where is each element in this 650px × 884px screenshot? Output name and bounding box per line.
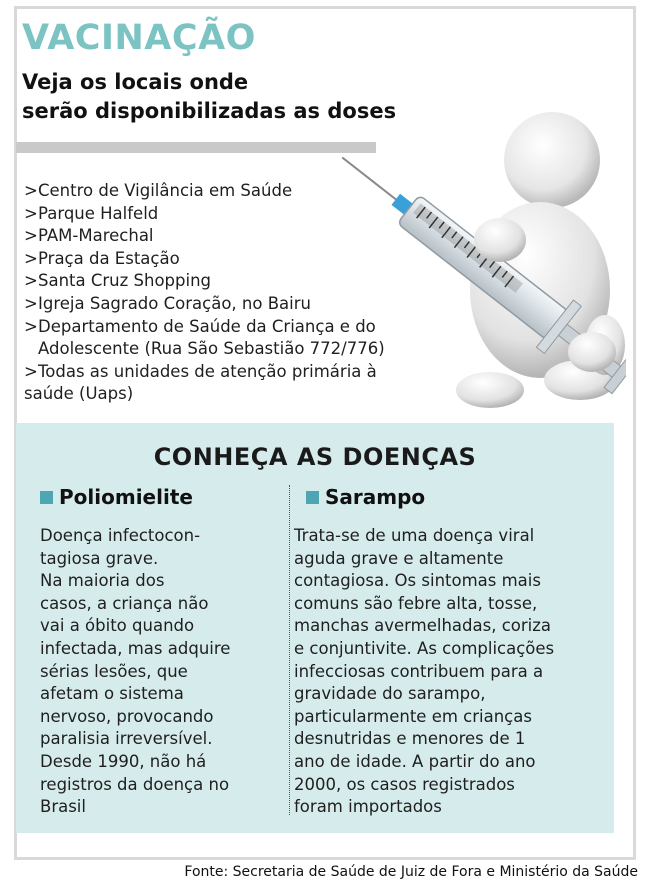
- text-line: particularmente em crianças: [294, 706, 532, 726]
- subtitle-line-2: serão disponibilizadas as doses: [22, 99, 397, 123]
- header-rule: [16, 142, 376, 153]
- arrow-icon: >: [24, 271, 38, 291]
- section-title: CONHEÇA AS DOENÇAS: [153, 443, 477, 471]
- list-item-text: Todas as unidades de atenção primária à: [38, 361, 377, 381]
- text-line: casos, a criança não: [40, 593, 209, 613]
- text-line: infectada, mas adquire: [40, 638, 231, 658]
- list-item-text: Parque Halfeld: [38, 203, 159, 223]
- square-bullet-icon: [306, 491, 319, 504]
- arrow-icon: >: [24, 293, 38, 313]
- measles-description: [294, 525, 604, 819]
- measles-heading: [306, 485, 425, 509]
- text-line: ano de idade. A partir do ano: [294, 751, 536, 771]
- text-line: Trata-se de uma doença viral: [294, 526, 535, 545]
- text-line: contagiosa. Os sintomas mais: [294, 571, 541, 591]
- diseases-panel: [16, 423, 614, 833]
- text-line: desnutridas e menores de 1: [294, 729, 526, 749]
- text-line: sérias lesões, que: [40, 661, 188, 681]
- column-divider: [289, 485, 290, 815]
- text-line: e conjuntivite. As complicações: [294, 638, 555, 658]
- text-line: vai a óbito quando: [40, 616, 195, 636]
- text-line: Desde 1990, não há: [40, 751, 207, 771]
- list-item-text: Igreja Sagrado Coração, no Bairu: [38, 293, 311, 313]
- polio-description: [40, 525, 270, 819]
- text-line: gravidade do sarampo,: [294, 684, 486, 704]
- arrow-icon: >: [24, 316, 38, 336]
- list-item-text: Centro de Vigilância em Saúde: [38, 181, 293, 200]
- list-item-text: PAM-Marechal: [38, 226, 154, 246]
- measles-heading-text: Sarampo: [325, 485, 426, 509]
- text-line: aguda grave e altamente: [294, 548, 504, 568]
- arrow-icon: >: [24, 181, 38, 200]
- text-line: Doença infectocon-: [40, 526, 201, 545]
- text-line: comuns são febre alta, tosse,: [294, 593, 538, 613]
- subtitle-line-1: Veja os locais onde: [22, 70, 249, 94]
- square-bullet-icon: [40, 491, 53, 504]
- list-item-text-continued: saúde (Uaps): [24, 384, 134, 404]
- list-item-text: Santa Cruz Shopping: [38, 271, 212, 291]
- text-line: Na maioria dos: [40, 571, 165, 591]
- polio-heading: [40, 485, 193, 509]
- page-title: VACINAÇÃO: [22, 18, 256, 58]
- text-line: paralisia irreversível.: [40, 729, 213, 749]
- text-line: registros da doença no: [40, 774, 230, 794]
- arrow-icon: >: [24, 361, 38, 381]
- text-line: foram importados: [294, 797, 442, 817]
- syringe-figure-illustration: [330, 90, 626, 415]
- source-credit: Fonte: Secretaria de Saúde de Juiz de Fora e Ministério da Saúde: [184, 864, 638, 880]
- text-line: nervoso, provocando: [40, 706, 214, 726]
- text-line: afetam o sistema: [40, 684, 184, 704]
- text-line: tagiosa grave.: [40, 548, 159, 568]
- arrow-icon: >: [24, 203, 38, 223]
- list-item-text: Praça da Estação: [38, 248, 180, 268]
- text-line: infecciosas contribuem para a: [294, 661, 544, 681]
- arrow-icon: >: [24, 226, 38, 246]
- text-line: manchas avermelhadas, coriza: [294, 616, 551, 636]
- arrow-icon: >: [24, 248, 38, 268]
- list-item-text-continued: Adolescente (Rua São Sebastião 772/776): [38, 339, 385, 359]
- list-item-text: Departamento de Saúde da Criança e do: [38, 316, 376, 336]
- polio-heading-text: Poliomielite: [59, 485, 193, 509]
- text-line: Brasil: [40, 797, 86, 817]
- text-line: 2000, os casos registrados: [294, 774, 515, 794]
